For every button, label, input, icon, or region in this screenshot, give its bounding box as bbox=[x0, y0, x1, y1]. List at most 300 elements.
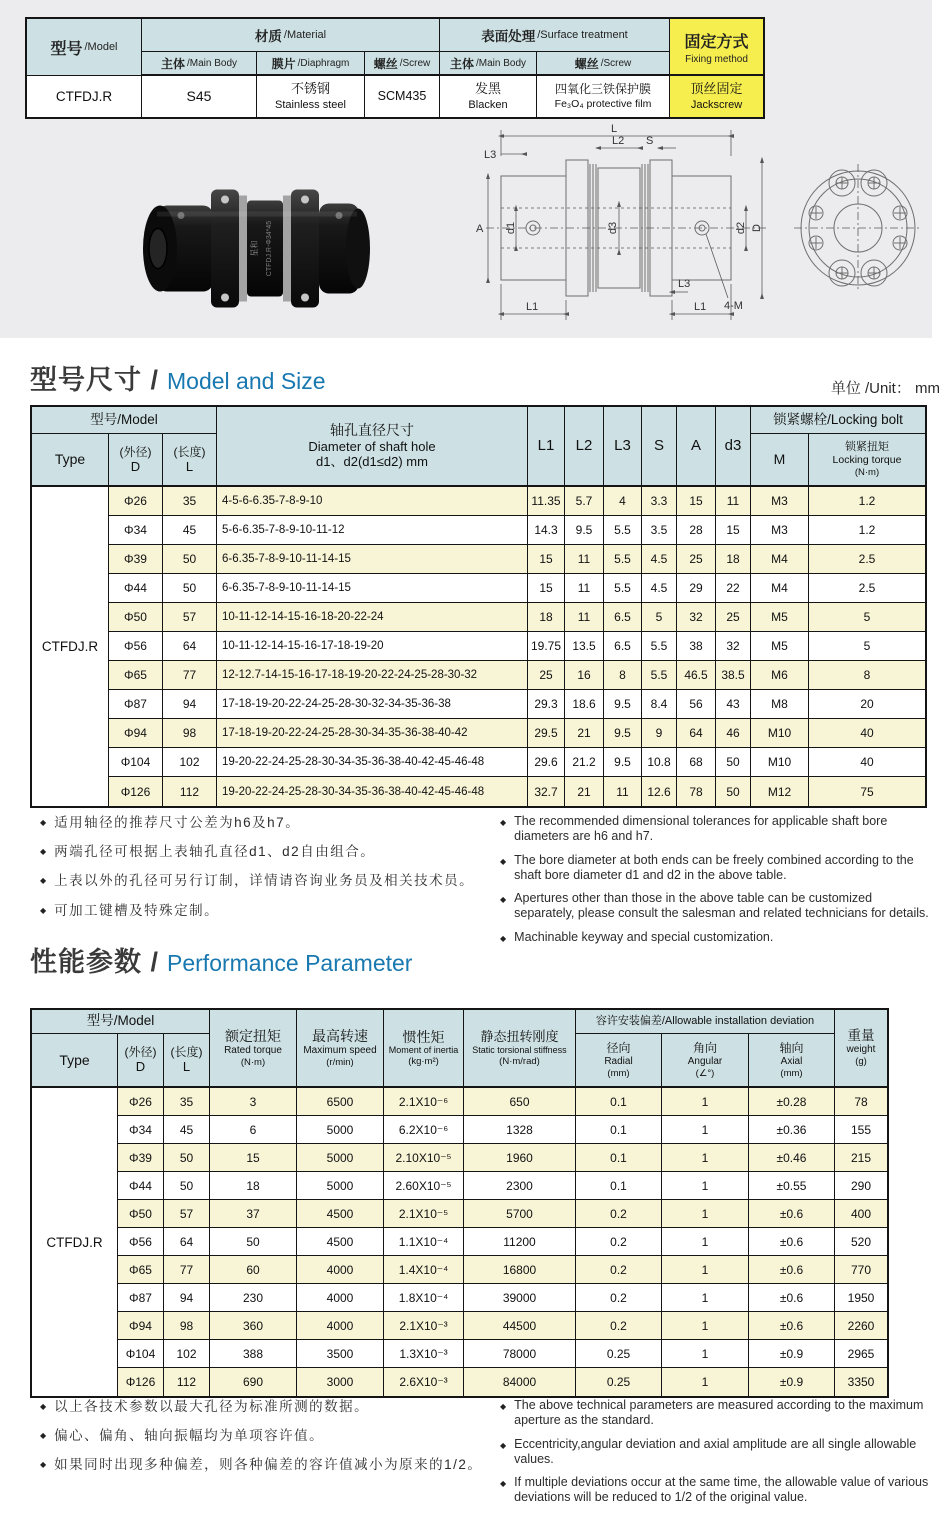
cell-max-speed: 4000 bbox=[297, 1256, 384, 1283]
spec-surface-screw-value: 四氧化三铁保护膜 Fe₃O₄ protective film bbox=[537, 76, 670, 117]
cell-axial: ±0.6 bbox=[749, 1284, 835, 1311]
table-row bbox=[118, 1368, 887, 1396]
note-item bbox=[40, 872, 488, 890]
cell-length: 50 bbox=[164, 1172, 210, 1199]
cell-d3: 15 bbox=[716, 516, 751, 544]
note-text: 偏心、偏角、轴向振幅均为单项容许值。 bbox=[54, 1428, 325, 1444]
header-axial: 轴向 Axial (mm) bbox=[749, 1034, 835, 1086]
bullet-diamond-icon: ◆ bbox=[500, 856, 507, 866]
cell-locking-torque: 1.2 bbox=[809, 487, 925, 515]
header-l3: L3 bbox=[604, 407, 642, 485]
cell-radial: 0.2 bbox=[576, 1312, 662, 1339]
cell-stiffness: 78000 bbox=[464, 1340, 576, 1367]
spec-diaphragm-value: 不锈钢 Stainless steel bbox=[257, 76, 365, 117]
cell-locking-torque: 75 bbox=[809, 777, 925, 806]
note-text: Eccentricity,angular deviation and axial amplitude are all single allowable values. bbox=[514, 1436, 917, 1466]
spec-subheader-surface-screw: 螺丝 /Screw bbox=[537, 52, 670, 76]
table-row bbox=[118, 1172, 887, 1200]
notes-en-list bbox=[500, 814, 930, 953]
cell-d3: 22 bbox=[716, 574, 751, 602]
cell-stiffness: 5700 bbox=[464, 1200, 576, 1227]
cell-bore-diameters: 12-12.7-14-15-16-17-18-19-20-22-24-25-28-30-32 bbox=[217, 661, 528, 689]
table-row bbox=[109, 574, 925, 603]
cell-max-speed: 4500 bbox=[297, 1200, 384, 1227]
cell-radial: 0.1 bbox=[576, 1088, 662, 1115]
cell-m: M10 bbox=[751, 748, 809, 776]
cell-s: 5.5 bbox=[642, 632, 677, 660]
cell-a: 56 bbox=[677, 690, 716, 718]
note-item bbox=[40, 1398, 488, 1416]
cell-bore-diameters: 17-18-19-20-22-24-25-28-30-34-35-36-38-40-42 bbox=[217, 719, 528, 747]
dim-label-4M: 4-M bbox=[724, 300, 743, 312]
cell-locking-torque: 5 bbox=[809, 603, 925, 631]
cell-outer-diameter: Φ56 bbox=[109, 632, 163, 660]
table-row bbox=[109, 632, 925, 661]
dim-label-L: L bbox=[610, 123, 618, 135]
header-radial: 径向 Radial (mm) bbox=[576, 1034, 662, 1086]
note-item bbox=[500, 930, 930, 945]
cell-a: 46.5 bbox=[677, 661, 716, 689]
cell-rated-torque: 37 bbox=[210, 1200, 297, 1227]
cell-axial: ±0.6 bbox=[749, 1228, 835, 1255]
cell-bore-diameters: 10-11-12-14-15-16-18-20-22-24 bbox=[217, 603, 528, 631]
cell-l2: 18.6 bbox=[565, 690, 604, 718]
cell-inertia: 1.3X10⁻³ bbox=[384, 1340, 464, 1367]
table-row bbox=[118, 1116, 887, 1144]
bullet-diamond-icon: ◆ bbox=[40, 847, 47, 857]
cell-l3: 6.5 bbox=[604, 632, 642, 660]
note-text: The recommended dimensional tolerances for applicable shaft bore diameters are h6 and h7. bbox=[514, 814, 888, 844]
cell-angular: 1 bbox=[662, 1116, 749, 1143]
bullet-diamond-icon: ◆ bbox=[500, 933, 507, 943]
bullet-diamond-icon: ◆ bbox=[40, 1460, 47, 1470]
cell-length: 64 bbox=[164, 1228, 210, 1255]
cell-length: 64 bbox=[163, 632, 217, 660]
header-inertia: 惯性矩 Moment of inertia (kg·m²) bbox=[384, 1010, 464, 1086]
note-item bbox=[40, 814, 488, 832]
cell-outer-diameter: Φ94 bbox=[109, 719, 163, 747]
cell-weight: 155 bbox=[850, 1122, 872, 1137]
cell-length: 45 bbox=[164, 1116, 210, 1143]
cell-l3: 8 bbox=[604, 661, 642, 689]
cell-rated-torque: 6 bbox=[210, 1116, 297, 1143]
type-value-cell: CTFDJ.R bbox=[32, 487, 109, 806]
note-item bbox=[500, 891, 930, 922]
cell-max-speed: 6500 bbox=[297, 1088, 384, 1115]
cell-radial: 0.1 bbox=[576, 1172, 662, 1199]
cell-l3: 6.5 bbox=[604, 603, 642, 631]
dim-label-L2: L2 bbox=[612, 135, 625, 147]
cell-a: 38 bbox=[677, 632, 716, 660]
table-row bbox=[118, 1200, 887, 1228]
cell-length: 94 bbox=[163, 690, 217, 718]
header-deviation-group: 容许安装偏差/Allowable installation deviation bbox=[576, 1010, 835, 1034]
header-type: Type bbox=[32, 434, 109, 485]
bullet-diamond-icon: ◆ bbox=[40, 905, 47, 915]
cell-d3: 18 bbox=[716, 545, 751, 573]
cell-max-speed: 4000 bbox=[297, 1284, 384, 1311]
spec-main-body-value: S45 bbox=[142, 76, 257, 117]
header-outer-diameter: (外径) D bbox=[109, 434, 163, 485]
cell-axial: ±0.9 bbox=[749, 1368, 835, 1396]
cell-outer-diameter: Φ50 bbox=[109, 603, 163, 631]
spec-model-value: CTFDJ.R bbox=[27, 76, 142, 117]
table-row bbox=[109, 719, 925, 748]
cell-inertia: 2.60X10⁻⁵ bbox=[384, 1172, 464, 1199]
cell-l3: 9.5 bbox=[604, 748, 642, 776]
note-text: 可加工键槽及特殊定制。 bbox=[54, 902, 220, 918]
note-item bbox=[500, 1398, 930, 1429]
cell-axial: ±0.46 bbox=[749, 1144, 835, 1171]
table-row bbox=[118, 1144, 887, 1172]
cell-radial: 0.25 bbox=[576, 1340, 662, 1367]
spec-model-cn: 型号 bbox=[50, 40, 83, 58]
cell-l2: 11 bbox=[565, 545, 604, 573]
header-model-group: 型号/Model bbox=[32, 1010, 210, 1034]
spec-table bbox=[25, 17, 765, 119]
cell-l1: 18 bbox=[528, 603, 565, 631]
cell-weight: 770 bbox=[835, 1256, 887, 1283]
note-text: If multiple deviations occur at the same time, the allowable value of various deviations will be reduced to 1/2 of the original value. bbox=[514, 1475, 929, 1505]
cell-locking-torque: 40 bbox=[860, 755, 874, 769]
product-photo bbox=[135, 138, 370, 326]
dim-label-L3-bottom: L3 bbox=[678, 278, 691, 290]
cell-angular: 1 bbox=[662, 1256, 749, 1283]
dim-label-d1: d1 bbox=[505, 221, 517, 235]
header-shaft-hole: 轴孔直径尺寸 Diameter of shaft hole d1、d2(d1≤d2) mm bbox=[217, 407, 528, 485]
cell-l1: 29.6 bbox=[528, 748, 565, 776]
cell-d3: 50 bbox=[716, 777, 751, 806]
cell-s: 4.5 bbox=[642, 545, 677, 573]
cell-l1: 14.3 bbox=[528, 516, 565, 544]
cell-angular: 1 bbox=[662, 1340, 749, 1367]
header-s: S bbox=[642, 407, 677, 485]
cell-l1: 15 bbox=[528, 574, 565, 602]
cell-l1: 29.5 bbox=[528, 719, 565, 747]
cell-inertia: 6.2X10⁻⁶ bbox=[384, 1116, 464, 1143]
cell-l1: 15 bbox=[528, 545, 565, 573]
cell-length: 112 bbox=[163, 777, 217, 806]
spec-fixing-header: 固定方式 Fixing method bbox=[670, 19, 763, 76]
header-d3: d3 bbox=[716, 407, 751, 485]
cell-axial: ±0.55 bbox=[749, 1172, 835, 1199]
performance-title-cn: 性能参数 / bbox=[30, 947, 160, 977]
front-view bbox=[794, 164, 922, 292]
cell-angular: 1 bbox=[662, 1228, 749, 1255]
cell-l2: 11 bbox=[565, 574, 604, 602]
dim-label-L1-left: L1 bbox=[526, 301, 539, 313]
note-item bbox=[500, 853, 930, 884]
cell-stiffness: 11200 bbox=[464, 1228, 576, 1255]
note-text: 两端孔径可根据上表轴孔直径d1、d2自由组合。 bbox=[54, 844, 376, 860]
cell-rated-torque: 15 bbox=[210, 1144, 297, 1171]
cell-inertia: 1.4X10⁻⁴ bbox=[384, 1256, 464, 1283]
cell-inertia: 1.8X10⁻⁴ bbox=[384, 1284, 464, 1311]
cell-outer-diameter: Φ39 bbox=[109, 545, 163, 573]
cell-s: 5.5 bbox=[642, 661, 677, 689]
header-stiffness: 静态扭转刚度 Static torsional stiffness (N·m/rad) bbox=[464, 1010, 576, 1086]
table-row bbox=[109, 661, 925, 690]
cell-stiffness: 39000 bbox=[464, 1284, 576, 1311]
cell-weight: 1950 bbox=[847, 1290, 875, 1305]
bullet-diamond-icon: ◆ bbox=[500, 1440, 507, 1450]
performance-table-body bbox=[32, 1088, 887, 1396]
cell-angular: 1 bbox=[662, 1088, 749, 1115]
cell-radial: 0.1 bbox=[576, 1144, 662, 1171]
cell-rated-torque: 388 bbox=[210, 1340, 297, 1367]
cell-radial: 0.2 bbox=[576, 1228, 662, 1255]
model-size-title-cn: 型号尺寸 / bbox=[30, 365, 160, 395]
cell-l1: 25 bbox=[528, 661, 565, 689]
cell-weight: 3350 bbox=[835, 1368, 887, 1396]
spec-surface-main-value: 发黑 Blacken bbox=[440, 76, 537, 117]
model-size-table-header bbox=[32, 407, 925, 487]
cell-outer-diameter: Φ26 bbox=[109, 487, 163, 515]
cell-length: 50 bbox=[163, 545, 217, 573]
cell-inertia: 1.1X10⁻⁴ bbox=[384, 1228, 464, 1255]
cell-weight: 215 bbox=[835, 1144, 887, 1171]
cell-stiffness: 1960 bbox=[464, 1144, 576, 1171]
cell-m: M4 bbox=[751, 545, 809, 573]
spec-surface-header: 表面处理 /Surface treatment bbox=[440, 19, 670, 52]
cell-max-speed: 3000 bbox=[297, 1368, 384, 1396]
cell-length: 112 bbox=[164, 1368, 210, 1396]
model-size-title-en: Model and Size bbox=[167, 368, 326, 394]
cell-outer-diameter: Φ126 bbox=[118, 1368, 164, 1396]
cell-locking-torque: 2.5 bbox=[858, 581, 876, 595]
cell-outer-diameter: Φ39 bbox=[118, 1144, 164, 1171]
cell-m: M12 bbox=[751, 777, 809, 806]
cell-rated-torque: 690 bbox=[210, 1368, 297, 1396]
cell-inertia: 2.1X10⁻⁵ bbox=[384, 1200, 464, 1227]
cell-length: 94 bbox=[164, 1284, 210, 1311]
cell-stiffness: 2300 bbox=[464, 1172, 576, 1199]
header-max-speed: 最高转速 Maximum speed (r/min) bbox=[297, 1010, 384, 1086]
header-rated-torque: 额定扭矩 Rated torque (N·m) bbox=[210, 1010, 297, 1086]
note-item bbox=[40, 1427, 488, 1445]
notes-cn-list bbox=[40, 1398, 488, 1514]
cell-l1: 32.7 bbox=[528, 777, 565, 806]
cell-outer-diameter: Φ87 bbox=[118, 1284, 164, 1311]
cell-d3: 50 bbox=[716, 748, 751, 776]
cell-a: 78 bbox=[677, 777, 716, 806]
cell-length: 50 bbox=[163, 574, 217, 602]
cell-length: 77 bbox=[163, 661, 217, 689]
header-l1: L1 bbox=[528, 407, 565, 485]
header-length: (长度) L bbox=[164, 1034, 210, 1086]
cell-bore-diameters: 5-6-6.35-7-8-9-10-11-12 bbox=[217, 516, 528, 544]
note-text: 以上各技术参数以最大孔径为标准所测的数据。 bbox=[54, 1399, 370, 1414]
photo-engraving-text: CTFDJ.R-Φ34*45 bbox=[266, 220, 273, 277]
cell-inertia: 2.10X10⁻⁵ bbox=[384, 1144, 464, 1171]
spec-model-en: /Model bbox=[84, 41, 118, 53]
header-model-group: 型号/Model bbox=[32, 407, 217, 434]
note-item bbox=[500, 1437, 930, 1468]
cell-outer-diameter: Φ65 bbox=[109, 661, 163, 689]
cell-outer-diameter: Φ104 bbox=[118, 1340, 164, 1367]
note-item bbox=[500, 814, 930, 845]
spec-material-header: 材质 /Material bbox=[142, 19, 440, 52]
cell-bore-diameters: 4-5-6-6.35-7-8-9-10 bbox=[217, 487, 528, 515]
cell-max-speed: 5000 bbox=[297, 1172, 384, 1199]
cell-l3: 9.5 bbox=[604, 719, 642, 747]
header-angular: 角向 Angular (∠°) bbox=[662, 1034, 749, 1086]
cell-l2: 21 bbox=[565, 777, 604, 806]
header-length: (长度) L bbox=[163, 434, 217, 485]
notes-cn-list bbox=[40, 814, 488, 953]
cell-radial: 0.2 bbox=[576, 1256, 662, 1283]
cell-axial: ±0.6 bbox=[749, 1312, 835, 1339]
cell-stiffness: 44500 bbox=[464, 1312, 576, 1339]
cell-m: M3 bbox=[751, 516, 809, 544]
spec-screw-value: SCM435 bbox=[365, 76, 440, 117]
side-view bbox=[476, 123, 766, 320]
bullet-diamond-icon: ◆ bbox=[500, 1479, 507, 1488]
cell-length: 50 bbox=[164, 1144, 210, 1171]
cell-d3: 32 bbox=[716, 632, 751, 660]
cell-locking-torque: 40 bbox=[809, 719, 925, 747]
spec-subheader-diaphragm: 膜片 /Diaphragm bbox=[257, 52, 365, 76]
cell-rated-torque: 60 bbox=[210, 1256, 297, 1283]
cell-rated-torque: 230 bbox=[210, 1284, 297, 1311]
type-value-cell: CTFDJ.R bbox=[32, 1088, 118, 1396]
cell-angular: 1 bbox=[662, 1172, 749, 1199]
table-row bbox=[109, 516, 925, 545]
cell-a: 15 bbox=[677, 487, 716, 515]
cell-length: 45 bbox=[163, 516, 217, 544]
cell-m: M4 bbox=[751, 574, 809, 602]
cell-angular: 1 bbox=[662, 1144, 749, 1171]
cell-outer-diameter: Φ94 bbox=[118, 1312, 164, 1339]
cell-l1: 11.35 bbox=[528, 487, 565, 515]
cell-outer-diameter: Φ26 bbox=[118, 1088, 164, 1115]
cell-l3: 5.5 bbox=[604, 516, 642, 544]
header-weight: 重量 weight (g) bbox=[835, 1010, 887, 1086]
cell-outer-diameter: Φ126 bbox=[109, 777, 163, 806]
performance-title bbox=[30, 940, 412, 979]
cell-rated-torque: 18 bbox=[210, 1172, 297, 1199]
cell-locking-torque: 5 bbox=[863, 639, 871, 653]
cell-l2: 13.5 bbox=[565, 632, 604, 660]
cell-stiffness: 84000 bbox=[464, 1368, 576, 1396]
table-row bbox=[118, 1312, 887, 1340]
note-item bbox=[40, 843, 488, 861]
cell-stiffness: 1328 bbox=[464, 1116, 576, 1143]
note-text: 上表以外的孔径可另行订制，详情请咨询业务员及相关技术员。 bbox=[54, 873, 475, 889]
dim-label-D: D bbox=[751, 224, 763, 232]
note-text: The bore diameter at both ends can be freely combined according to the shaft bore diameter d1 and d2 in the above table. bbox=[514, 852, 914, 882]
cell-outer-diameter: Φ56 bbox=[118, 1228, 164, 1255]
cell-stiffness: 16800 bbox=[464, 1256, 576, 1283]
dim-label-L1-right: L1 bbox=[694, 301, 707, 313]
cell-axial: ±0.28 bbox=[749, 1088, 835, 1115]
cell-l2: 11 bbox=[565, 603, 604, 631]
header-a: A bbox=[677, 407, 716, 485]
bullet-diamond-icon: ◆ bbox=[500, 818, 507, 827]
cell-outer-diameter: Φ87 bbox=[109, 690, 163, 718]
cell-bore-diameters: 17-18-19-20-22-24-25-28-30-32-34-35-36-38 bbox=[217, 690, 528, 718]
cell-max-speed: 3500 bbox=[297, 1340, 384, 1367]
spec-subheader-screw: 螺丝 /Screw bbox=[365, 52, 440, 76]
cell-outer-diameter: Φ34 bbox=[109, 516, 163, 544]
cell-l3: 4 bbox=[604, 487, 642, 515]
table-row bbox=[109, 487, 925, 516]
cell-angular: 1 bbox=[662, 1200, 749, 1227]
table-row bbox=[109, 748, 925, 777]
cell-axial: ±0.36 bbox=[749, 1116, 835, 1143]
cell-axial: ±0.9 bbox=[749, 1340, 835, 1367]
cell-angular: 1 bbox=[662, 1312, 749, 1339]
cell-locking-torque: 1.2 bbox=[858, 523, 876, 537]
performance-table bbox=[30, 1008, 889, 1398]
note-item bbox=[40, 1456, 488, 1474]
cell-outer-diameter: Φ65 bbox=[118, 1256, 164, 1283]
cell-length: 102 bbox=[164, 1340, 210, 1367]
cell-s: 8.4 bbox=[642, 690, 677, 718]
header-locking-torque: 锁紧扭矩 Locking torque (N·m) bbox=[809, 434, 925, 485]
bullet-diamond-icon: ◆ bbox=[40, 1431, 47, 1441]
cell-weight: 2965 bbox=[847, 1346, 875, 1361]
table-row bbox=[118, 1284, 887, 1312]
cell-s: 4.5 bbox=[642, 574, 677, 602]
cell-m: M6 bbox=[751, 661, 809, 689]
cell-a: 32 bbox=[677, 603, 716, 631]
cell-s: 3.3 bbox=[642, 487, 677, 515]
cell-outer-diameter: Φ50 bbox=[118, 1200, 164, 1227]
cell-d3: 38.5 bbox=[716, 661, 751, 689]
dim-label-A: A bbox=[476, 223, 484, 235]
bullet-diamond-icon: ◆ bbox=[40, 1402, 47, 1411]
cell-m: M3 bbox=[751, 487, 809, 515]
cell-m: M10 bbox=[751, 719, 809, 747]
cell-bore-diameters: 10-11-12-14-15-16-17-18-19-20 bbox=[217, 632, 528, 660]
header-l2: L2 bbox=[565, 407, 604, 485]
cell-l2: 9.5 bbox=[565, 516, 604, 544]
cell-outer-diameter: Φ44 bbox=[109, 574, 163, 602]
bullet-diamond-icon: ◆ bbox=[40, 818, 47, 827]
table-row bbox=[109, 603, 925, 632]
dim-label-L3-top: L3 bbox=[484, 149, 497, 161]
cell-length: 57 bbox=[164, 1200, 210, 1227]
cell-stiffness: 650 bbox=[464, 1088, 576, 1115]
cell-l3: 9.5 bbox=[604, 690, 642, 718]
dim-label-S: S bbox=[646, 135, 654, 147]
cell-inertia: 2.6X10⁻³ bbox=[384, 1368, 464, 1396]
photo-brand-text: 星和 bbox=[250, 240, 259, 257]
cell-bore-diameters: 19-20-22-24-25-28-30-34-35-36-38-40-42-45-46-48 bbox=[217, 748, 528, 776]
cell-angular: 1 bbox=[662, 1284, 749, 1311]
spec-subheader-surface-main: 主体 /Main Body bbox=[440, 52, 537, 76]
note-text: Machinable keyway and special customization. bbox=[514, 929, 774, 944]
note-text: 如果同时出现多种偏差，则各种偏差的容许值减小为原来的1/2。 bbox=[54, 1457, 483, 1473]
cell-length: 102 bbox=[163, 748, 217, 776]
cell-weight: 2260 bbox=[835, 1312, 887, 1339]
header-outer-diameter: (外径) D bbox=[118, 1034, 164, 1086]
cell-d3: 25 bbox=[716, 603, 751, 631]
model-size-notes bbox=[40, 814, 930, 953]
cell-locking-torque: 8 bbox=[809, 661, 925, 689]
cell-m: M5 bbox=[751, 603, 809, 631]
cell-a: 68 bbox=[677, 748, 716, 776]
cell-l1: 19.75 bbox=[528, 632, 565, 660]
model-size-table-body bbox=[32, 487, 925, 806]
cell-outer-diameter: Φ34 bbox=[118, 1116, 164, 1143]
cell-a: 29 bbox=[677, 574, 716, 602]
cell-max-speed: 5000 bbox=[297, 1116, 384, 1143]
cell-m: M8 bbox=[751, 690, 809, 718]
cell-rated-torque: 50 bbox=[210, 1228, 297, 1255]
cell-radial: 0.2 bbox=[576, 1200, 662, 1227]
